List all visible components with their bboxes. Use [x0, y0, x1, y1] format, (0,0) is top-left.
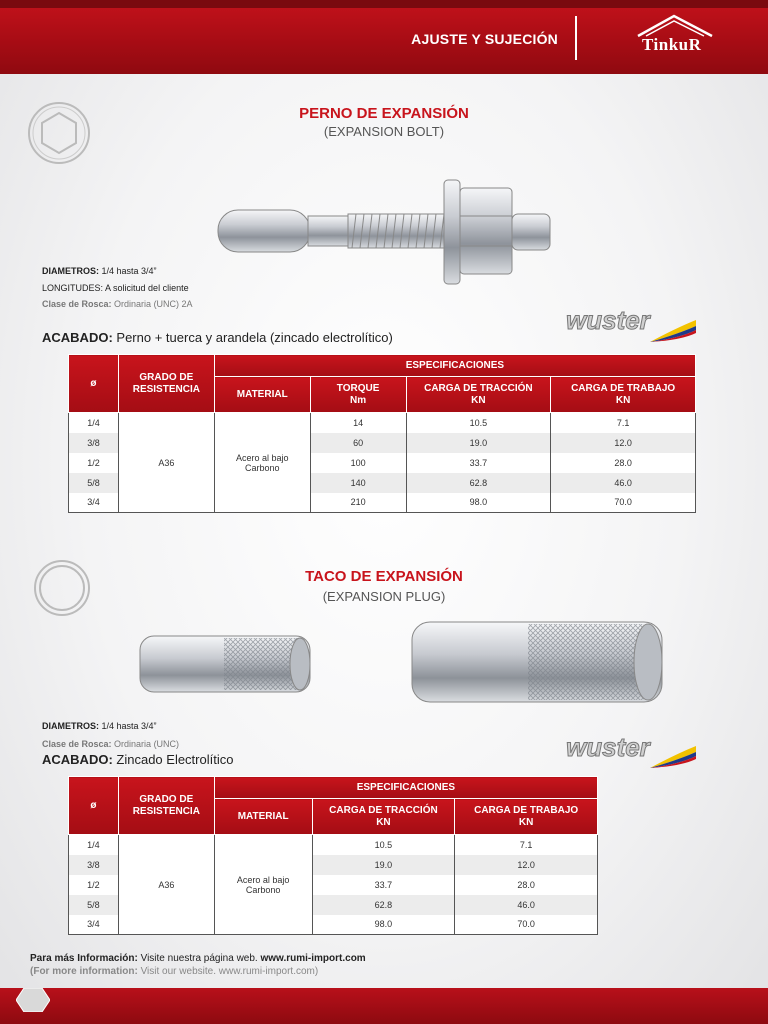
ring-icon: [32, 558, 92, 618]
expansion-plug-small-image: [138, 632, 314, 696]
s1-spec-diametros: DIAMETROS: 1/4 hasta 3/4”: [42, 266, 157, 276]
col-traction: CARGA DE TRACCIÓN KN: [312, 799, 455, 835]
s1-acabado: ACABADO: Perno + tuerca y arandela (zincado electrolítico): [42, 330, 393, 345]
material-cell: Acero al bajo Carbono: [214, 835, 312, 935]
header-divider: [575, 16, 577, 60]
page-header: [0, 0, 768, 74]
footer-bar: [0, 988, 768, 1024]
flag-swoosh-icon-2: [648, 744, 698, 770]
material-cell: Acero al bajo Carbono: [214, 413, 310, 513]
col-material: MATERIAL: [214, 799, 312, 835]
wuster-logo: wuster: [566, 305, 650, 335]
section2-subtitle: (EXPANSION PLUG): [322, 589, 446, 604]
table-row: 3/4 98.0 70.0: [69, 915, 598, 935]
expansion-bolt-image: [212, 178, 558, 286]
s2-spec-rosca: Clase de Rosca: Ordinaria (UNC): [42, 739, 180, 749]
footer-link-en[interactable]: www.rumi-import.com): [218, 966, 319, 977]
s1-spec-longitudes: LONGITUDES: A solicitud del cliente: [42, 283, 189, 293]
grade-cell: A36: [118, 413, 214, 513]
col-diameter: ø: [69, 777, 119, 835]
section1-title: PERNO DE EXPANSIÓN: [299, 105, 469, 122]
table-row: 1/4 A36 Acero al bajo Carbono 14 10.5 7.1: [69, 413, 696, 433]
footer-link[interactable]: www.rumi-import.com: [260, 953, 366, 964]
table-row: 1/4 A36 Acero al bajo Carbono 10.5 7.1: [69, 835, 598, 855]
s1-spec-rosca: Clase de Rosca: Ordinaria (UNC) 2A: [42, 299, 193, 309]
table-row: 5/8 140 62.8 46.0: [69, 473, 696, 493]
col-group-specs: ESPECIFICACIONES: [214, 777, 597, 799]
s1-spec-table: [68, 354, 696, 513]
table-row: 3/4 210 98.0 70.0: [69, 493, 696, 513]
logo-text: TinkuR: [642, 35, 702, 54]
s2-spec-table: [68, 776, 598, 935]
flag-swoosh-icon: [648, 318, 698, 344]
expansion-plug-large-image: [408, 618, 668, 706]
header-title: AJUSTE Y SUJECIÓN: [411, 31, 558, 47]
col-grade: GRADO DE RESISTENCIA: [118, 355, 214, 413]
col-work: CARGA DE TRABAJO KN: [551, 377, 696, 413]
table-row: 3/8 19.0 12.0: [69, 855, 598, 875]
table-row: 3/8 60 19.0 12.0: [69, 433, 696, 453]
col-diameter: ø: [69, 355, 119, 413]
grade-cell: A36: [118, 835, 214, 935]
col-grade: GRADO DE RESISTENCIA: [118, 777, 214, 835]
hexagon-icon: [16, 988, 50, 1012]
section2-title: TACO DE EXPANSIÓN: [305, 568, 463, 585]
col-material: MATERIAL: [214, 377, 310, 413]
section1-subtitle: (EXPANSION BOLT): [323, 124, 445, 139]
col-work: CARGA DE TRABAJO KN: [455, 799, 598, 835]
table-row: 1/2 100 33.7 28.0: [69, 453, 696, 473]
wuster-logo-2: wuster: [566, 732, 650, 762]
s2-acabado: ACABADO: Zincado Electrolítico: [42, 752, 234, 767]
col-group-specs: ESPECIFICACIONES: [214, 355, 695, 377]
table-row: 5/8 62.8 46.0: [69, 895, 598, 915]
table-row: 1/2 33.7 28.0: [69, 875, 598, 895]
col-traction: CARGA DE TRACCIÓN KN: [406, 377, 551, 413]
footer-info-en: (For more information: Visit our website. www.rumi-import.com): [30, 966, 319, 977]
s2-spec-diametros: DIAMETROS: 1/4 hasta 3/4”: [42, 721, 157, 731]
footer-info-es: Para más Información: Visite nuestra página web. www.rumi-import.com: [30, 953, 366, 964]
col-torque: TORQUE Nm: [310, 377, 406, 413]
brand-logo[interactable]: [636, 14, 716, 64]
